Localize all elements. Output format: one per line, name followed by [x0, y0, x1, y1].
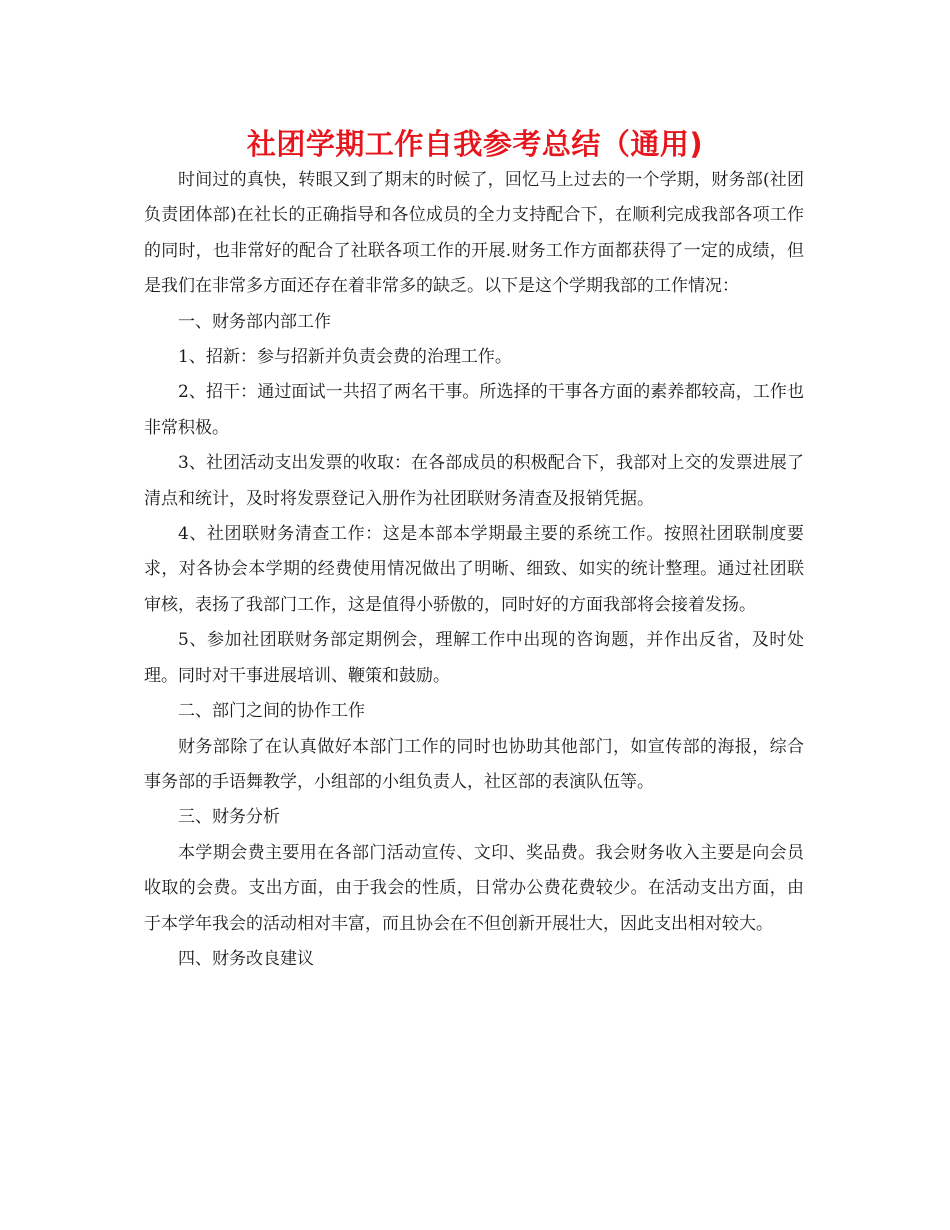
paragraph-intro: 时间过的真快，转眼又到了期末的时候了，回忆马上过去的一个学期，财务部(社团负责团体部)在社长的正确指导和各位成员的全力支持配合下，在顺利完成我部各项工作的同时，也非常好的配合了社联各项工作的开展.财务工作方面都获得了一定的成绩，但是我们在非常多方面还存在着非常多的缺乏。以下是这个学期我部的工作情况：	[144, 170, 804, 297]
paragraph-collaboration: 财务部除了在认真做好本部门工作的同时也协助其他部门，如宣传部的海报，综合事务部的手语舞教学，小组部的小组负责人，社区部的表演队伍等。	[144, 736, 804, 792]
heading-internal-work: 一、财务部内部工作	[178, 311, 331, 332]
document-title: 社团学期工作自我参考总结（通用)	[246, 127, 704, 161]
paragraph-regular-meetings: 5、参加社团联财务部定期例会，理解工作中出现的咨询题，并作出反省，及时处理。同时对干事进展培训、鞭策和鼓励。	[144, 630, 804, 686]
paragraph-invoice-collection: 3、社团活动支出发票的收取：在各部成员的积极配合下，我部对上交的发票进展了清点和统计，及时将发票登记入册作为社团联财务清查及报销凭据。	[144, 453, 804, 509]
heading-improvement-suggestions: 四、财务改良建议	[178, 948, 314, 969]
paragraph-financial-analysis: 本学期会费主要用在各部门活动宣传、文印、奖品费。我会财务收入主要是向会员收取的会费。支出方面，由于我会的性质，日常办公费花费较少。在活动支出方面，由于本学年我会的活动相对丰富，而且协会在不但创新开展壮大，因此支出相对较大。	[144, 842, 804, 934]
paragraph-recruitment: 1、招新：参与招新并负责会费的治理工作。	[178, 347, 512, 368]
paragraph-staff-hiring: 2、招干：通过面试一共招了两名干事。所选择的干事各方面的素养都较高，工作也非常积极。	[144, 382, 804, 438]
heading-collaboration: 二、部门之间的协作工作	[178, 701, 365, 722]
document-body	[144, 163, 804, 977]
paragraph-financial-audit: 4、社团联财务清查工作：这是本部本学期最主要的系统工作。按照社团联制度要求，对各协会本学期的经费使用情况做出了明晰、细致、如实的统计整理。通过社团联审核，表扬了我部门工作，这是值得小骄傲的，同时好的方面我部将会接着发扬。	[144, 524, 804, 615]
heading-financial-analysis: 三、财务分析	[178, 807, 280, 828]
